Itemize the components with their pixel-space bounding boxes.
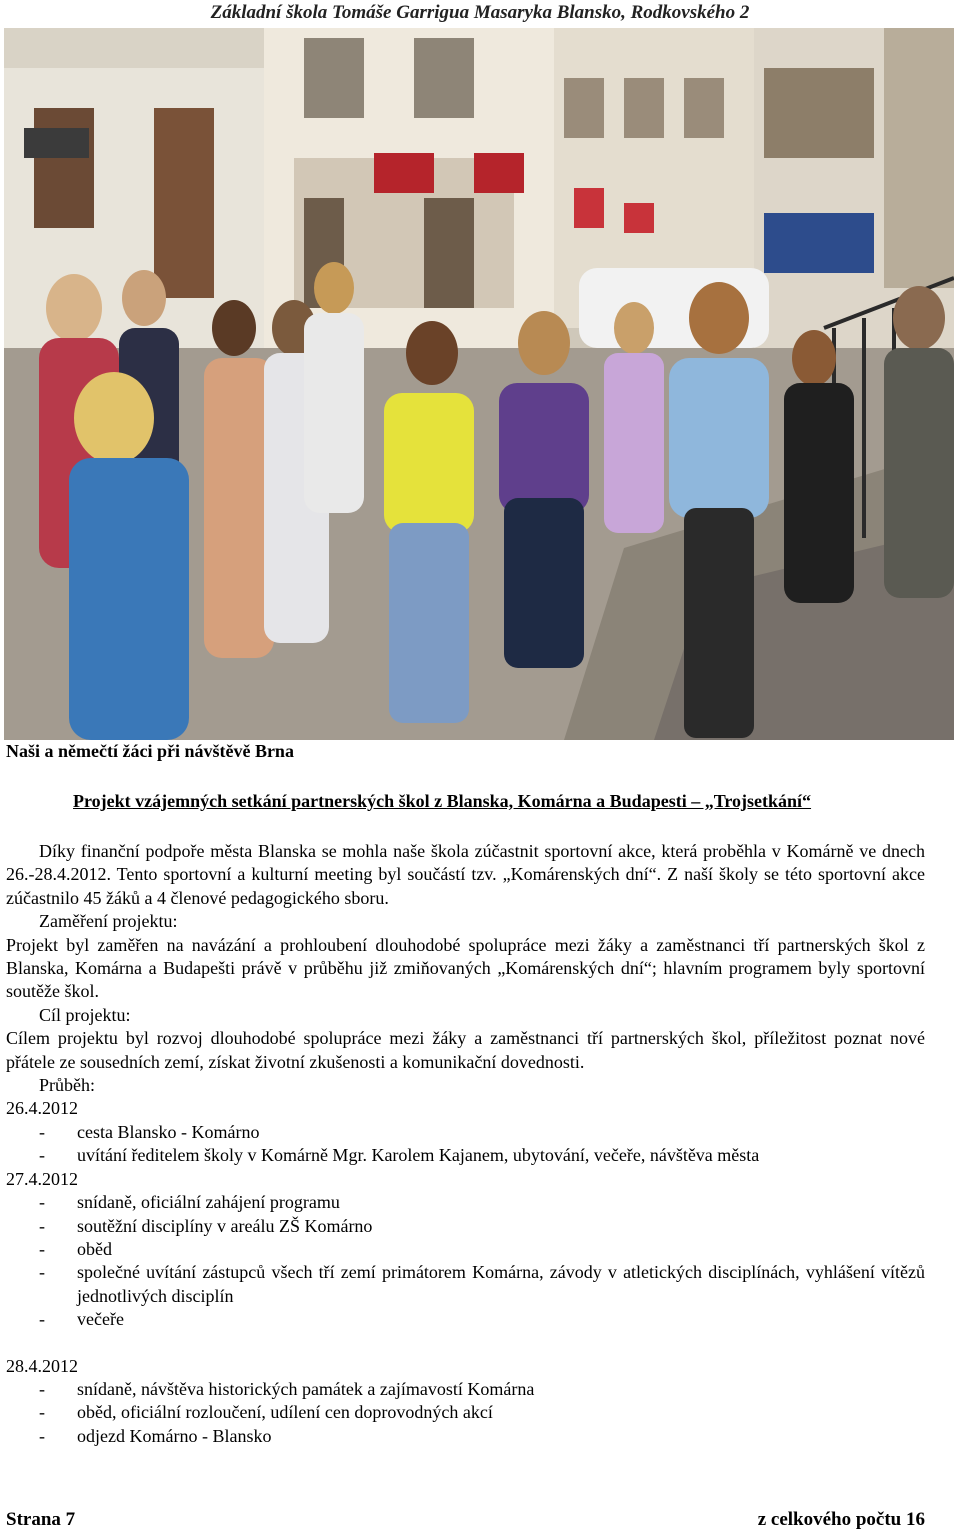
- list-item: [6, 1144, 925, 1167]
- day-date: 26.4.2012: [6, 1098, 78, 1119]
- page-total: z celkového počtu 16: [757, 1509, 925, 1530]
- list-dash: -: [39, 1145, 45, 1166]
- list-item: [6, 1425, 925, 1448]
- photo-caption: Naši a němečtí žáci při návštěvě Brna: [6, 741, 294, 761]
- day-date: 28.4.2012: [6, 1355, 78, 1376]
- list-dash: -: [39, 1192, 45, 1213]
- list-dash: -: [39, 1425, 45, 1446]
- focus-label: Zaměření projektu:: [39, 911, 178, 932]
- goal-label: Cíl projektu:: [39, 1004, 131, 1025]
- list-dash: -: [39, 1402, 45, 1423]
- list-item: [6, 1308, 925, 1331]
- list-item: [6, 1191, 925, 1214]
- goal-text: Cílem projektu byl rozvoj dlouhodobé spolupráce mezi žáky a zaměstnanci tří partnerských škol, příležitost poznat nové přátele ze sousedních zemí, získat životní zkušenosti a komunikační dovednosti.: [6, 1028, 925, 1072]
- list-item-text: společné uvítání zástupců všech tří zemí primátorem Komárna, závody v atletických disciplínách, vyhlášení vítězů jednotlivých disciplín: [77, 1262, 925, 1306]
- day-date: 27.4.2012: [6, 1168, 78, 1189]
- list-dash: -: [39, 1121, 45, 1142]
- list-item: [6, 1215, 925, 1238]
- list-dash: -: [39, 1238, 45, 1259]
- list-dash: -: [39, 1262, 45, 1283]
- list-item-text: oběd: [77, 1238, 112, 1259]
- section-heading: Projekt vzájemných setkání partnerských škol z Blanska, Komárna a Budapesti – „Trojsetkání“: [73, 791, 812, 811]
- list-item-text: snídaně, návštěva historických památek a zajímavostí Komárna: [77, 1378, 535, 1399]
- list-item-text: uvítání ředitelem školy v Komárně Mgr. Karolem Kajanem, ubytování, večeře, návštěva města: [77, 1145, 760, 1166]
- page-number: Strana 7: [6, 1509, 76, 1530]
- list-item-text: snídaně, oficiální zahájení programu: [77, 1192, 340, 1213]
- photo-illustration: [4, 28, 954, 740]
- list-dash: -: [39, 1378, 45, 1399]
- list-item: [6, 1378, 925, 1401]
- list-item: [6, 1121, 925, 1144]
- list-item: [6, 1238, 925, 1261]
- group-photo: [4, 28, 954, 740]
- intro-paragraph: Díky finanční podpoře města Blanska se mohla naše škola zúčastnit sportovní akce, která proběhla v Komárně ve dnech 26.-28.4.2012. Tento sportovní a kulturní meeting byl součástí tzv. „Komárenských dní“. Z naší školy se této sportovní akce zúčastnilo 45 žáků a 4 členové pedagogického sboru.: [6, 841, 925, 908]
- list-dash: -: [39, 1309, 45, 1330]
- list-item-text: večeře: [77, 1309, 124, 1330]
- list-item: [6, 1401, 925, 1424]
- page-footer: [6, 1509, 925, 1531]
- article-body: [6, 840, 925, 1448]
- list-item-text: oběd, oficiální rozloučení, udílení cen doprovodných akcí: [77, 1402, 493, 1423]
- focus-text: Projekt byl zaměřen na navázání a prohloubení dlouhodobé spolupráce mezi žáky a zaměstnanci tří partnerských škol z Blanska, Komárna a Budapešti právě v průběhu již zmiňovaných „Komárenských dní“; hlavním programem byly sportovní soutěže škol.: [6, 934, 925, 1002]
- list-dash: -: [39, 1215, 45, 1236]
- spacer: [6, 1332, 925, 1355]
- list-item-text: cesta Blansko - Komárno: [77, 1121, 260, 1142]
- list-item: [6, 1261, 925, 1308]
- progress-label: Průběh:: [39, 1075, 95, 1096]
- page-header: Základní škola Tomáše Garrigua Masaryka Blansko, Rodkovského 2: [210, 2, 750, 23]
- list-item-text: soutěžní disciplíny v areálu ZŠ Komárno: [77, 1215, 373, 1236]
- list-item-text: odjezd Komárno - Blansko: [77, 1425, 272, 1446]
